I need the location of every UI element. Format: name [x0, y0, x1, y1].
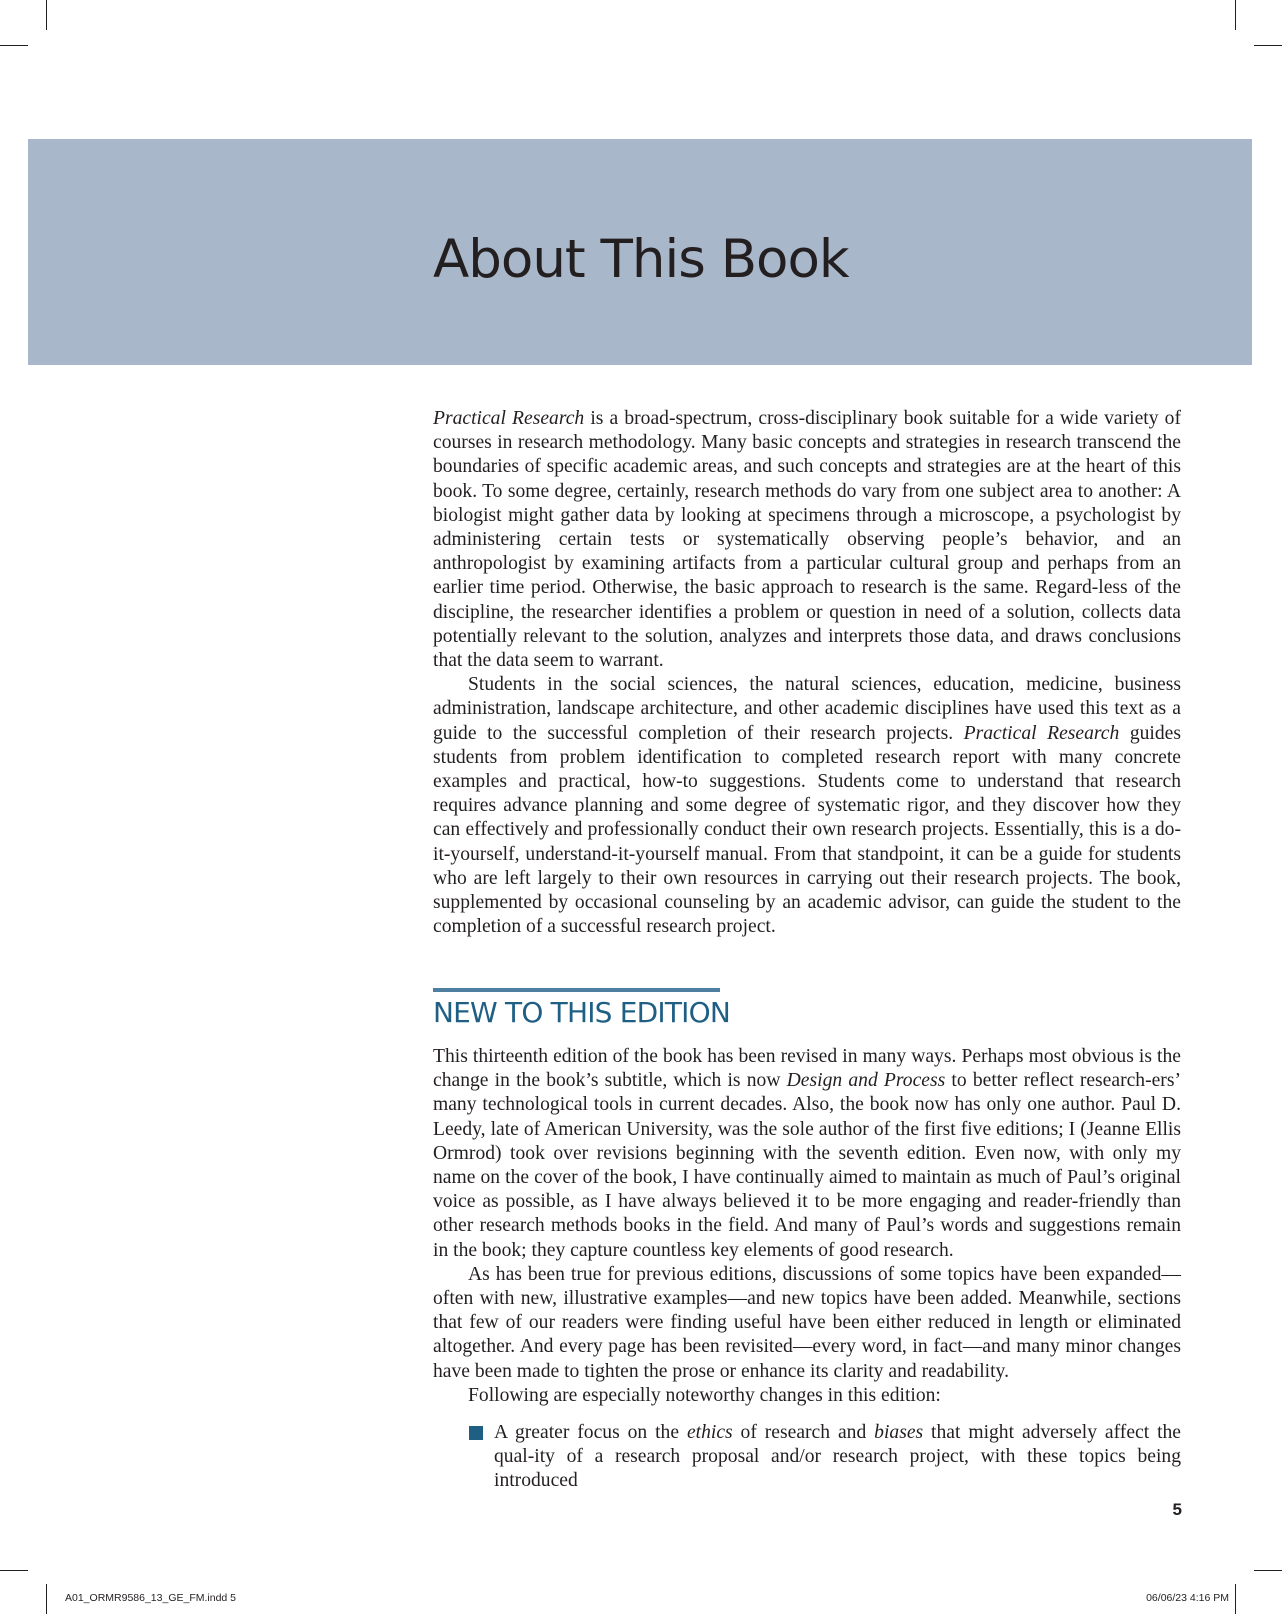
- book-title-italic: Practical Research: [963, 722, 1120, 744]
- edition-paragraph-3: Following are especially noteworthy changes in this edition:: [468, 1384, 941, 1406]
- crop-mark-bottom-right-h: [1254, 1570, 1282, 1571]
- subtitle-italic: Design and Process: [786, 1070, 946, 1092]
- crop-mark-bottom-left: [46, 1584, 47, 1614]
- book-title-italic: Practical Research: [433, 408, 585, 429]
- crop-mark-bottom-right: [1235, 1584, 1236, 1614]
- section-heading-rule: [433, 988, 720, 992]
- crop-mark-top-right: [1235, 0, 1236, 30]
- intro-text: [433, 407, 1181, 939]
- edition-text: [433, 1045, 1181, 1408]
- page-number: 5: [1172, 1500, 1182, 1519]
- section-heading: NEW TO THIS EDITION: [433, 996, 731, 1029]
- edition-paragraph-1: This thirteenth edition of the book has been revised in many ways. Perhaps most obvious is the change in the book’s subtitle, which is now Design and Process to better reflect research-ers’ many technological tools in current decades. Also, the book now has only one author. Paul D. Leedy, late of American University, was the sole author of the first five editions; I (Jeanne Ellis Ormrod) took over revisions beginning with the seventh edition. Even now, with only my name on the cover of the book, I have continually aimed to maintain as much of Paul’s original voice as possible, as I have always believed it to be more engaging and reader-friendly than other research methods books in the field. And many of Paul’s words and suggestions remain in the book; they capture countless key elements of good research.: [433, 1046, 1181, 1261]
- crop-mark-bottom-left-h: [0, 1570, 28, 1571]
- list-item: A greater focus on the ethics of research and biases that might adversely affect the qual-ity of a research proposal and/or research project, with these topics being introduced: [469, 1421, 1181, 1494]
- slug-timestamp: 06/06/23 4:16 PM: [1146, 1592, 1229, 1604]
- intro-paragraph-2: Students in the social sciences, the natural sciences, education, medicine, business administration, landscape architecture, and other academic disciplines have used this text as a guide to the successful completion of their research projects. Practical Research guides students from problem identification to completed research report with many concrete examples and practical, how-to suggestions. Students come to understand that research requires advance planning and some degree of systematic rigor, and they discover how they can effectively and professionally conduct their own research projects. Essentially, this is a do-it-yourself, understand-it-yourself manual. From that standpoint, it can be a guide for students who are left largely to their own resources in carrying out their research projects. The book, supplemented by occasional counseling by an academic advisor, can guide the student to the completion of a successful research project.: [433, 674, 1181, 938]
- crop-mark-top-left-h: [0, 45, 28, 46]
- page-title: About This Book: [433, 229, 849, 290]
- square-bullet-icon: [469, 1426, 483, 1440]
- changes-list: [469, 1421, 1181, 1494]
- intro-paragraph-1: Practical Research is a broad-spectrum, cross-disciplinary book suitable for a wide variety of courses in research methodology. Many basic concepts and strategies in research transcend the boundaries of specific academic areas, and such concepts and strategies are at the heart of this book. To some degree, certainly, research methods do vary from one subject area to another: A biologist might gather data by looking at specimens through a microscope, a psychologist by administering certain tests or systematically observing people’s behavior, and an anthropologist by examining artifacts from a particular cultural group and perhaps from an earlier time period. Otherwise, the basic approach to research is the same. Regard-less of the discipline, the researcher identifies a problem or question in need of a solution, collects data potentially relevant to the solution, analyzes and interprets those data, and draws conclusions that the data seem to warrant.: [433, 408, 1181, 672]
- edition-paragraph-2: As has been true for previous editions, discussions of some topics have been expanded—often with new, illustrative examples—and new topics have been added. Meanwhile, sections that few of our readers were finding useful have been either reduced in length or eliminated altogether. And every page has been revisited—every word, in fact—and many minor changes have been made to tighten the prose or enhance its clarity and readability.: [433, 1263, 1181, 1382]
- crop-mark-top-left: [46, 0, 47, 30]
- slug-filename: A01_ORMR9586_13_GE_FM.indd 5: [65, 1592, 237, 1604]
- crop-mark-top-right-h: [1254, 45, 1282, 46]
